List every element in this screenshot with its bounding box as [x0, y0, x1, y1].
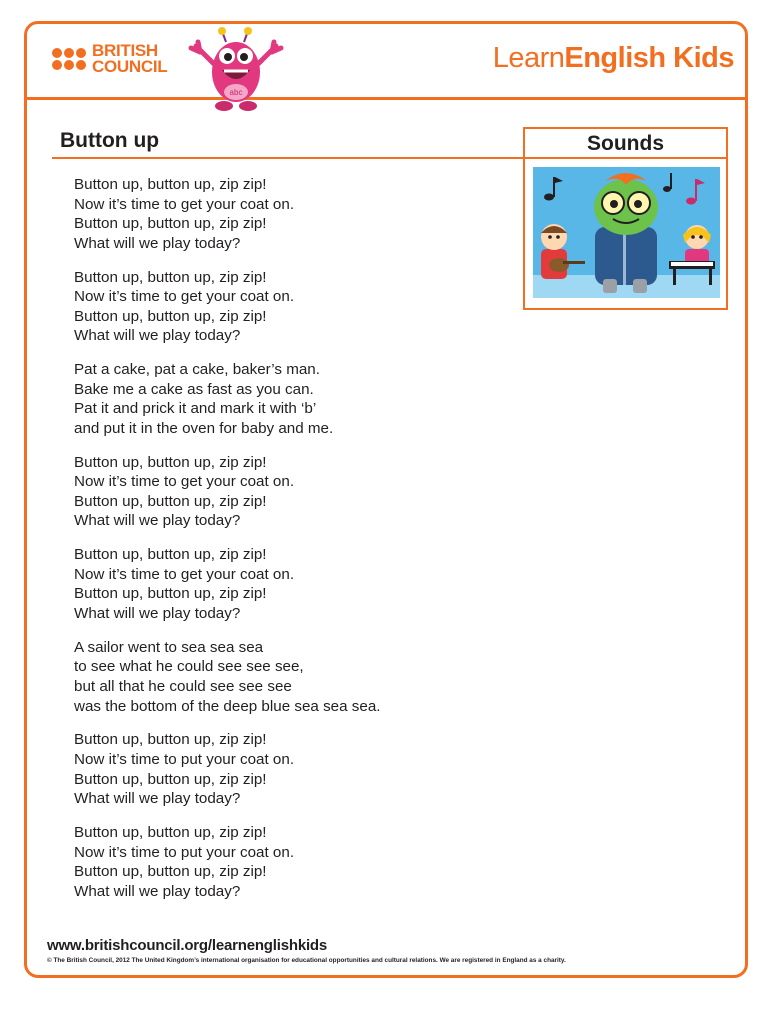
lyric-line: What will we play today? [74, 234, 241, 252]
learnenglish-kids-logo[interactable] [493, 42, 734, 75]
mascot-badge-text: abc [229, 88, 243, 97]
brand-bold-text: English Kids [564, 42, 734, 74]
sounds-label: Sounds [525, 129, 726, 159]
lyric-line: Button up, button up, zip zip! [74, 863, 267, 881]
lyric-line: Button up, button up, zip zip! [74, 268, 267, 286]
lyric-line: Button up, button up, zip zip! [74, 176, 267, 193]
monster-mascot-icon [186, 26, 286, 112]
lyric-line: Now it’s time to put your coat on. [74, 843, 295, 861]
lyric-line: Button up, button up, zip zip! [74, 770, 267, 788]
lyric-line: What will we play today? [74, 512, 241, 530]
header-divider [24, 97, 748, 100]
lyric-line: Now it’s time to get your coat on. [74, 195, 295, 213]
british-council-dots-icon [52, 48, 86, 70]
lyric-line: and put it in the oven for baby and me. [74, 419, 334, 437]
lyric-line: Now it’s time to put your coat on. [74, 750, 295, 768]
lyric-line: but all that he could see see see [74, 678, 292, 695]
lyric-line: What will we play today? [74, 327, 241, 345]
lyric-stanza [74, 638, 514, 716]
lyric-line: Now it’s time to get your coat on. [74, 473, 295, 491]
lyric-line: Button up, button up, zip zip! [74, 492, 267, 510]
footer-copyright: © The British Council, 2012 The United Kingdom’s international organisation for educational opportunities and cultural relations. We are registered in England as a charity. [47, 957, 566, 964]
brand-light-text: Learn [492, 42, 565, 74]
lyric-line: Pat it and prick it and mark it with ‘b’ [74, 400, 317, 418]
footer-website-link[interactable]: www.britishcouncil.org/learnenglishkids [47, 937, 328, 954]
publisher-line-1: BRITISH [92, 41, 158, 60]
lyric-stanza [74, 360, 514, 438]
lyric-line: Button up, button up, zip zip! [74, 307, 267, 325]
lyric-line: Button up, button up, zip zip! [74, 215, 267, 233]
lyric-line: Button up, button up, zip zip! [74, 731, 267, 749]
lyric-stanza [74, 175, 514, 253]
lyric-stanza [74, 730, 514, 808]
lyric-line: Now it’s time to get your coat on. [74, 565, 295, 583]
sounds-panel [523, 127, 728, 310]
lyric-stanza [74, 453, 514, 531]
british-council-wordmark [92, 43, 167, 75]
song-lyrics [74, 175, 514, 916]
lyric-line: Button up, button up, zip zip! [74, 823, 267, 841]
lyric-line: to see what he could see see see, [74, 658, 304, 676]
lyric-stanza [74, 268, 514, 346]
lyric-line: What will we play today? [74, 882, 241, 900]
publisher-line-2: COUNCIL [92, 57, 168, 76]
lyric-line: was the bottom of the deep blue sea sea sea. [74, 697, 381, 715]
lyric-line: Button up, button up, zip zip! [74, 546, 267, 564]
lyric-line: Pat a cake, pat a cake, baker’s man. [74, 361, 320, 379]
lyric-line: What will we play today? [74, 790, 241, 808]
song-title: Button up [60, 129, 160, 152]
sounds-illustration[interactable] [533, 167, 720, 298]
british-council-logo[interactable] [52, 43, 167, 75]
green-monster-character [594, 173, 658, 293]
lyric-line: Button up, button up, zip zip! [74, 585, 267, 603]
lyric-stanza [74, 545, 514, 623]
lyric-stanza [74, 823, 514, 901]
lyric-line: What will we play today? [74, 605, 241, 623]
title-underline [52, 157, 526, 159]
lyric-line: Button up, button up, zip zip! [74, 453, 267, 471]
lyric-line: Now it’s time to get your coat on. [74, 288, 295, 306]
lyric-line: Bake me a cake as fast as you can. [74, 380, 314, 398]
lyric-line: A sailor went to sea sea sea [74, 638, 264, 656]
